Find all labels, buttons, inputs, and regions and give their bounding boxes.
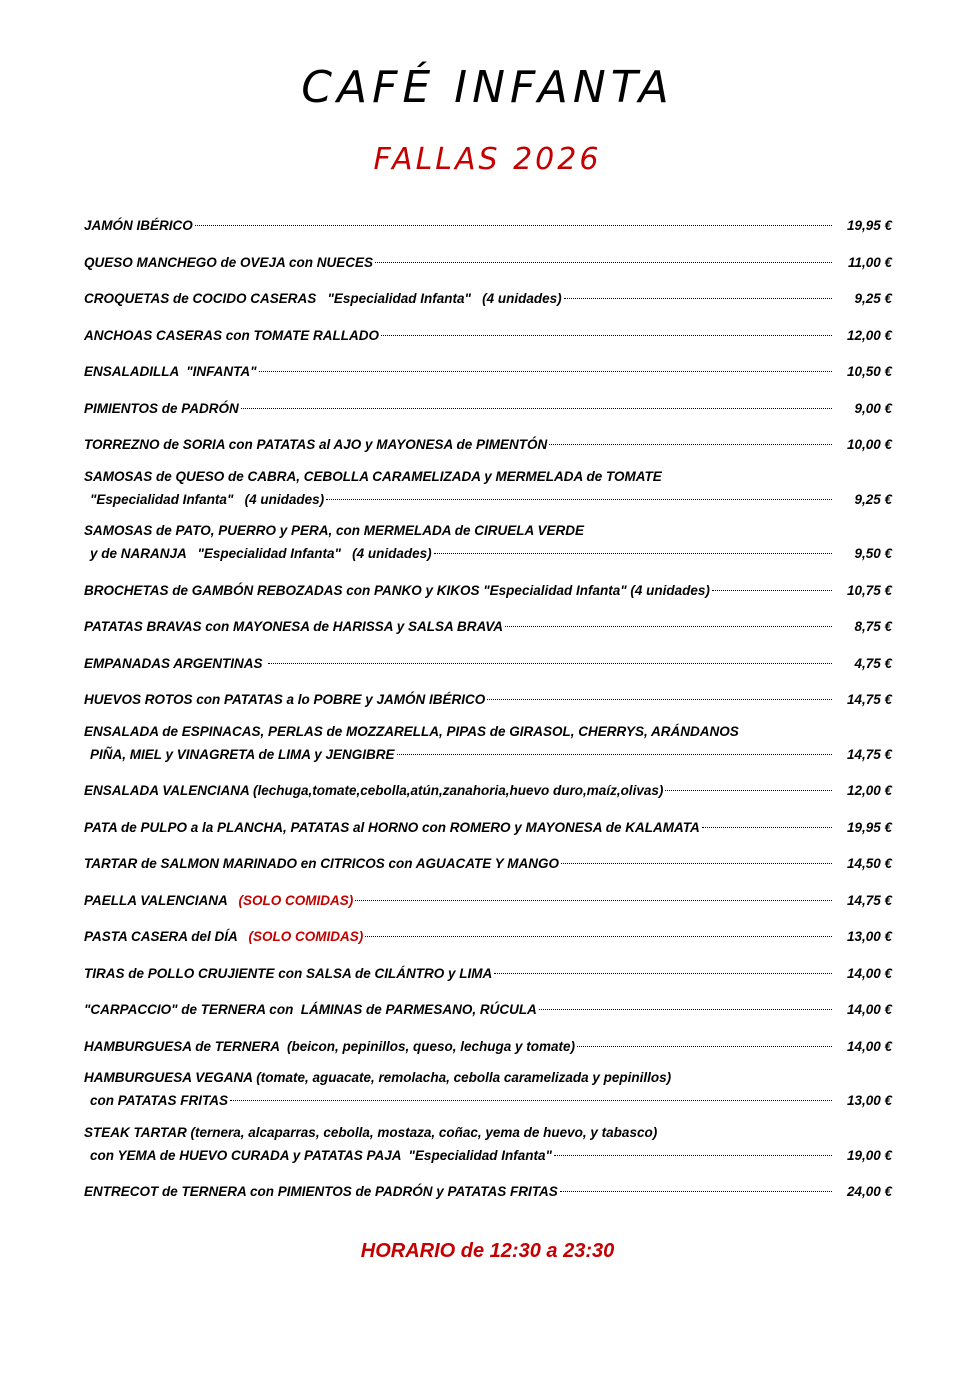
- menu-item-name: PATA de PULPO a la PLANCHA, PATATAS al HORNO con ROMERO y MAYONESA de KALAMATA: [84, 819, 700, 835]
- menu-item: [84, 468, 892, 507]
- menu-item-price: 9,25 €: [854, 291, 892, 306]
- menu-item-name: ANCHOAS CASERAS con TOMATE RALLADO: [84, 327, 380, 343]
- menu-item: [84, 923, 892, 944]
- dot-leader: [487, 686, 832, 704]
- menu-item-price: 9,50 €: [854, 546, 892, 561]
- menu-item: [84, 996, 892, 1017]
- menu-item: [84, 723, 892, 762]
- menu-item: [84, 395, 892, 416]
- menu-item: [84, 1033, 892, 1054]
- menu-item-price: 14,00 €: [846, 1002, 892, 1017]
- menu-item-name: ENSALADA VALENCIANA (lechuga,tomate,cebolla,atún,zanahoria,huevo duro,maíz,olivas): [84, 783, 664, 798]
- menu-item-description: STEAK TARTAR (ternera, alcaparras, cebolla, mostaza, coñac, yema de huevo, y tabasco): [84, 1124, 658, 1140]
- dot-leader: [381, 322, 832, 340]
- menu-item: [84, 887, 892, 908]
- menu-item-price: 10,00 €: [846, 437, 892, 452]
- menu-item-price: 19,95 €: [846, 819, 892, 835]
- menu-item-name: PASTA CASERA del DÍA: [84, 929, 249, 944]
- menu-item-name: TIRAS de POLLO CRUJIENTE con SALSA de CILÁNTRO y LIMA: [84, 965, 493, 981]
- menu-item-name: TORREZNO de SORIA con PATATAS al AJO y MAYONESA de PIMENTÓN: [84, 437, 548, 452]
- dot-leader: [326, 486, 832, 504]
- opening-hours: HORARIO de 12:30 a 23:30: [360, 1240, 615, 1262]
- menu-item: [84, 613, 892, 634]
- dot-leader: [554, 1142, 832, 1160]
- dot-leader: [241, 395, 832, 413]
- menu-item: [84, 850, 892, 871]
- menu-item-price: 9,00 €: [854, 400, 892, 416]
- menu-item: [84, 522, 892, 561]
- menu-item: [84, 1178, 892, 1199]
- menu-item-name: "Especialidad Infanta" (4 unidades): [90, 491, 325, 507]
- menu-item-name: BROCHETAS de GAMBÓN REBOZADAS con PANKO y KIKOS "Especialidad Infanta" (4 unidades): [84, 582, 710, 598]
- dot-leader: [560, 1178, 832, 1196]
- dot-leader: [434, 540, 832, 558]
- dot-leader: [712, 577, 832, 595]
- dot-leader: [259, 358, 832, 376]
- menu-item-price: 10,50 €: [846, 364, 892, 379]
- menu-item: [84, 285, 892, 306]
- dot-leader: [702, 814, 832, 832]
- menu-item-name: ENTRECOT de TERNERA con PIMIENTOS de PADRÓN y PATATAS FRITAS: [84, 1184, 558, 1199]
- menu-item-price: 14,00 €: [846, 1038, 892, 1054]
- menu-item-name: EMPANADAS ARGENTINAS: [84, 655, 267, 671]
- menu-item-name: TARTAR de SALMON MARINADO en CITRICOS con AGUACATE Y MANGO: [84, 856, 560, 871]
- dot-leader: [561, 850, 832, 868]
- menu-item-price: 13,00 €: [846, 929, 892, 944]
- menu-item-description: HAMBURGUESA VEGANA (tomate, aguacate, remolacha, cebolla caramelizada y pepinillos): [84, 1070, 672, 1085]
- menu-item-price: 8,75 €: [854, 619, 892, 634]
- menu-item: [84, 358, 892, 379]
- menu-item: [84, 650, 892, 671]
- menu-item-price: 19,95 €: [846, 218, 892, 233]
- menu-item-price: 19,00 €: [846, 1147, 892, 1163]
- page-subtitle: FALLAS 2026: [373, 142, 602, 177]
- menu-item-price: 14,75 €: [846, 692, 892, 707]
- menu-item-price: 14,00 €: [846, 965, 892, 981]
- dot-leader: [268, 650, 832, 668]
- menu-item-name: PAELLA VALENCIANA: [84, 892, 239, 908]
- menu-item-name: "CARPACCIO" de TERNERA con LÁMINAS de PARMESANO, RÚCULA: [84, 1002, 537, 1017]
- menu-item-price: 24,00 €: [846, 1184, 892, 1199]
- menu-item: [84, 814, 892, 835]
- menu-item: [84, 1124, 892, 1163]
- menu-item: [84, 322, 892, 343]
- menu-item-price: 10,75 €: [846, 582, 892, 598]
- menu-item-price: 12,00 €: [846, 783, 892, 798]
- menu-item: [84, 686, 892, 707]
- menu-item-description: SAMOSAS de PATO, PUERRO y PERA, con MERMELADA de CIRUELA VERDE: [84, 523, 585, 538]
- dot-leader: [365, 923, 832, 941]
- dot-leader: [564, 285, 832, 303]
- menu-item-name: QUESO MANCHEGO de OVEJA con NUECES: [84, 254, 374, 270]
- dot-leader: [494, 960, 832, 978]
- menu-item-price: 11,00 €: [847, 254, 892, 270]
- menu-item: [84, 212, 892, 233]
- dot-leader: [375, 249, 832, 267]
- menu-item-name: con PATATAS FRITAS: [90, 1093, 228, 1108]
- menu-item-price: 14,50 €: [846, 856, 892, 871]
- menu-item-price: 14,75 €: [846, 892, 892, 908]
- menu-item-name: HAMBURGUESA de TERNERA (beicon, pepinillos, queso, lechuga y tomate): [84, 1038, 576, 1054]
- menu-item: [84, 577, 892, 598]
- dot-leader: [355, 887, 832, 905]
- menu-item-name: con YEMA de HUEVO CURADA y PATATAS PAJA "Especialidad Infanta": [90, 1147, 552, 1163]
- dot-leader: [505, 613, 832, 631]
- menu-item-note: (SOLO COMIDAS): [248, 929, 364, 944]
- menu-item: [84, 960, 892, 981]
- menu-item-name: PIMIENTOS de PADRÓN: [84, 400, 239, 416]
- dot-leader: [539, 996, 832, 1014]
- menu-item-name: CROQUETAS de COCIDO CASERAS "Especialidad Infanta" (4 unidades): [84, 291, 562, 306]
- menu-item-name: PATATAS BRAVAS con MAYONESA de HARISSA y SALSA BRAVA: [84, 619, 504, 634]
- menu-item: [84, 431, 892, 452]
- menu-item-note: (SOLO COMIDAS): [238, 892, 354, 908]
- dot-leader: [195, 212, 832, 230]
- menu-item-price: 4,75 €: [854, 655, 892, 671]
- menu-item-name: JAMÓN IBÉRICO: [84, 218, 193, 233]
- dot-leader: [397, 741, 832, 759]
- page-title: CAFÉ INFANTA: [301, 62, 674, 113]
- menu-list: [84, 212, 892, 1215]
- dot-leader: [549, 431, 832, 449]
- menu-item: [84, 1069, 892, 1108]
- menu-item-name: HUEVOS ROTOS con PATATAS a lo POBRE y JAMÓN IBÉRICO: [84, 692, 486, 707]
- menu-item-price: 14,75 €: [846, 746, 892, 762]
- dot-leader: [230, 1087, 832, 1105]
- menu-item: [84, 249, 892, 270]
- menu-item-description: SAMOSAS de QUESO de CABRA, CEBOLLA CARAMELIZADA y MERMELADA de TOMATE: [84, 468, 662, 484]
- menu-item-price: 13,00 €: [846, 1093, 892, 1108]
- menu-item-description: ENSALADA de ESPINACAS, PERLAS de MOZZARELLA, PIPAS de GIRASOL, CHERRYS, ARÁNDANOS: [84, 723, 739, 739]
- dot-leader: [577, 1033, 832, 1051]
- menu-item-name: ENSALADILLA "INFANTA": [84, 364, 257, 379]
- menu-item: [84, 777, 892, 798]
- menu-item-price: 12,00 €: [846, 327, 892, 343]
- menu-item-name: PIÑA, MIEL y VINAGRETA de LIMA y JENGIBRE: [90, 746, 395, 762]
- dot-leader: [665, 777, 832, 795]
- menu-item-price: 9,25 €: [854, 491, 892, 507]
- menu-item-name: y de NARANJA "Especialidad Infanta" (4 unidades): [90, 546, 432, 561]
